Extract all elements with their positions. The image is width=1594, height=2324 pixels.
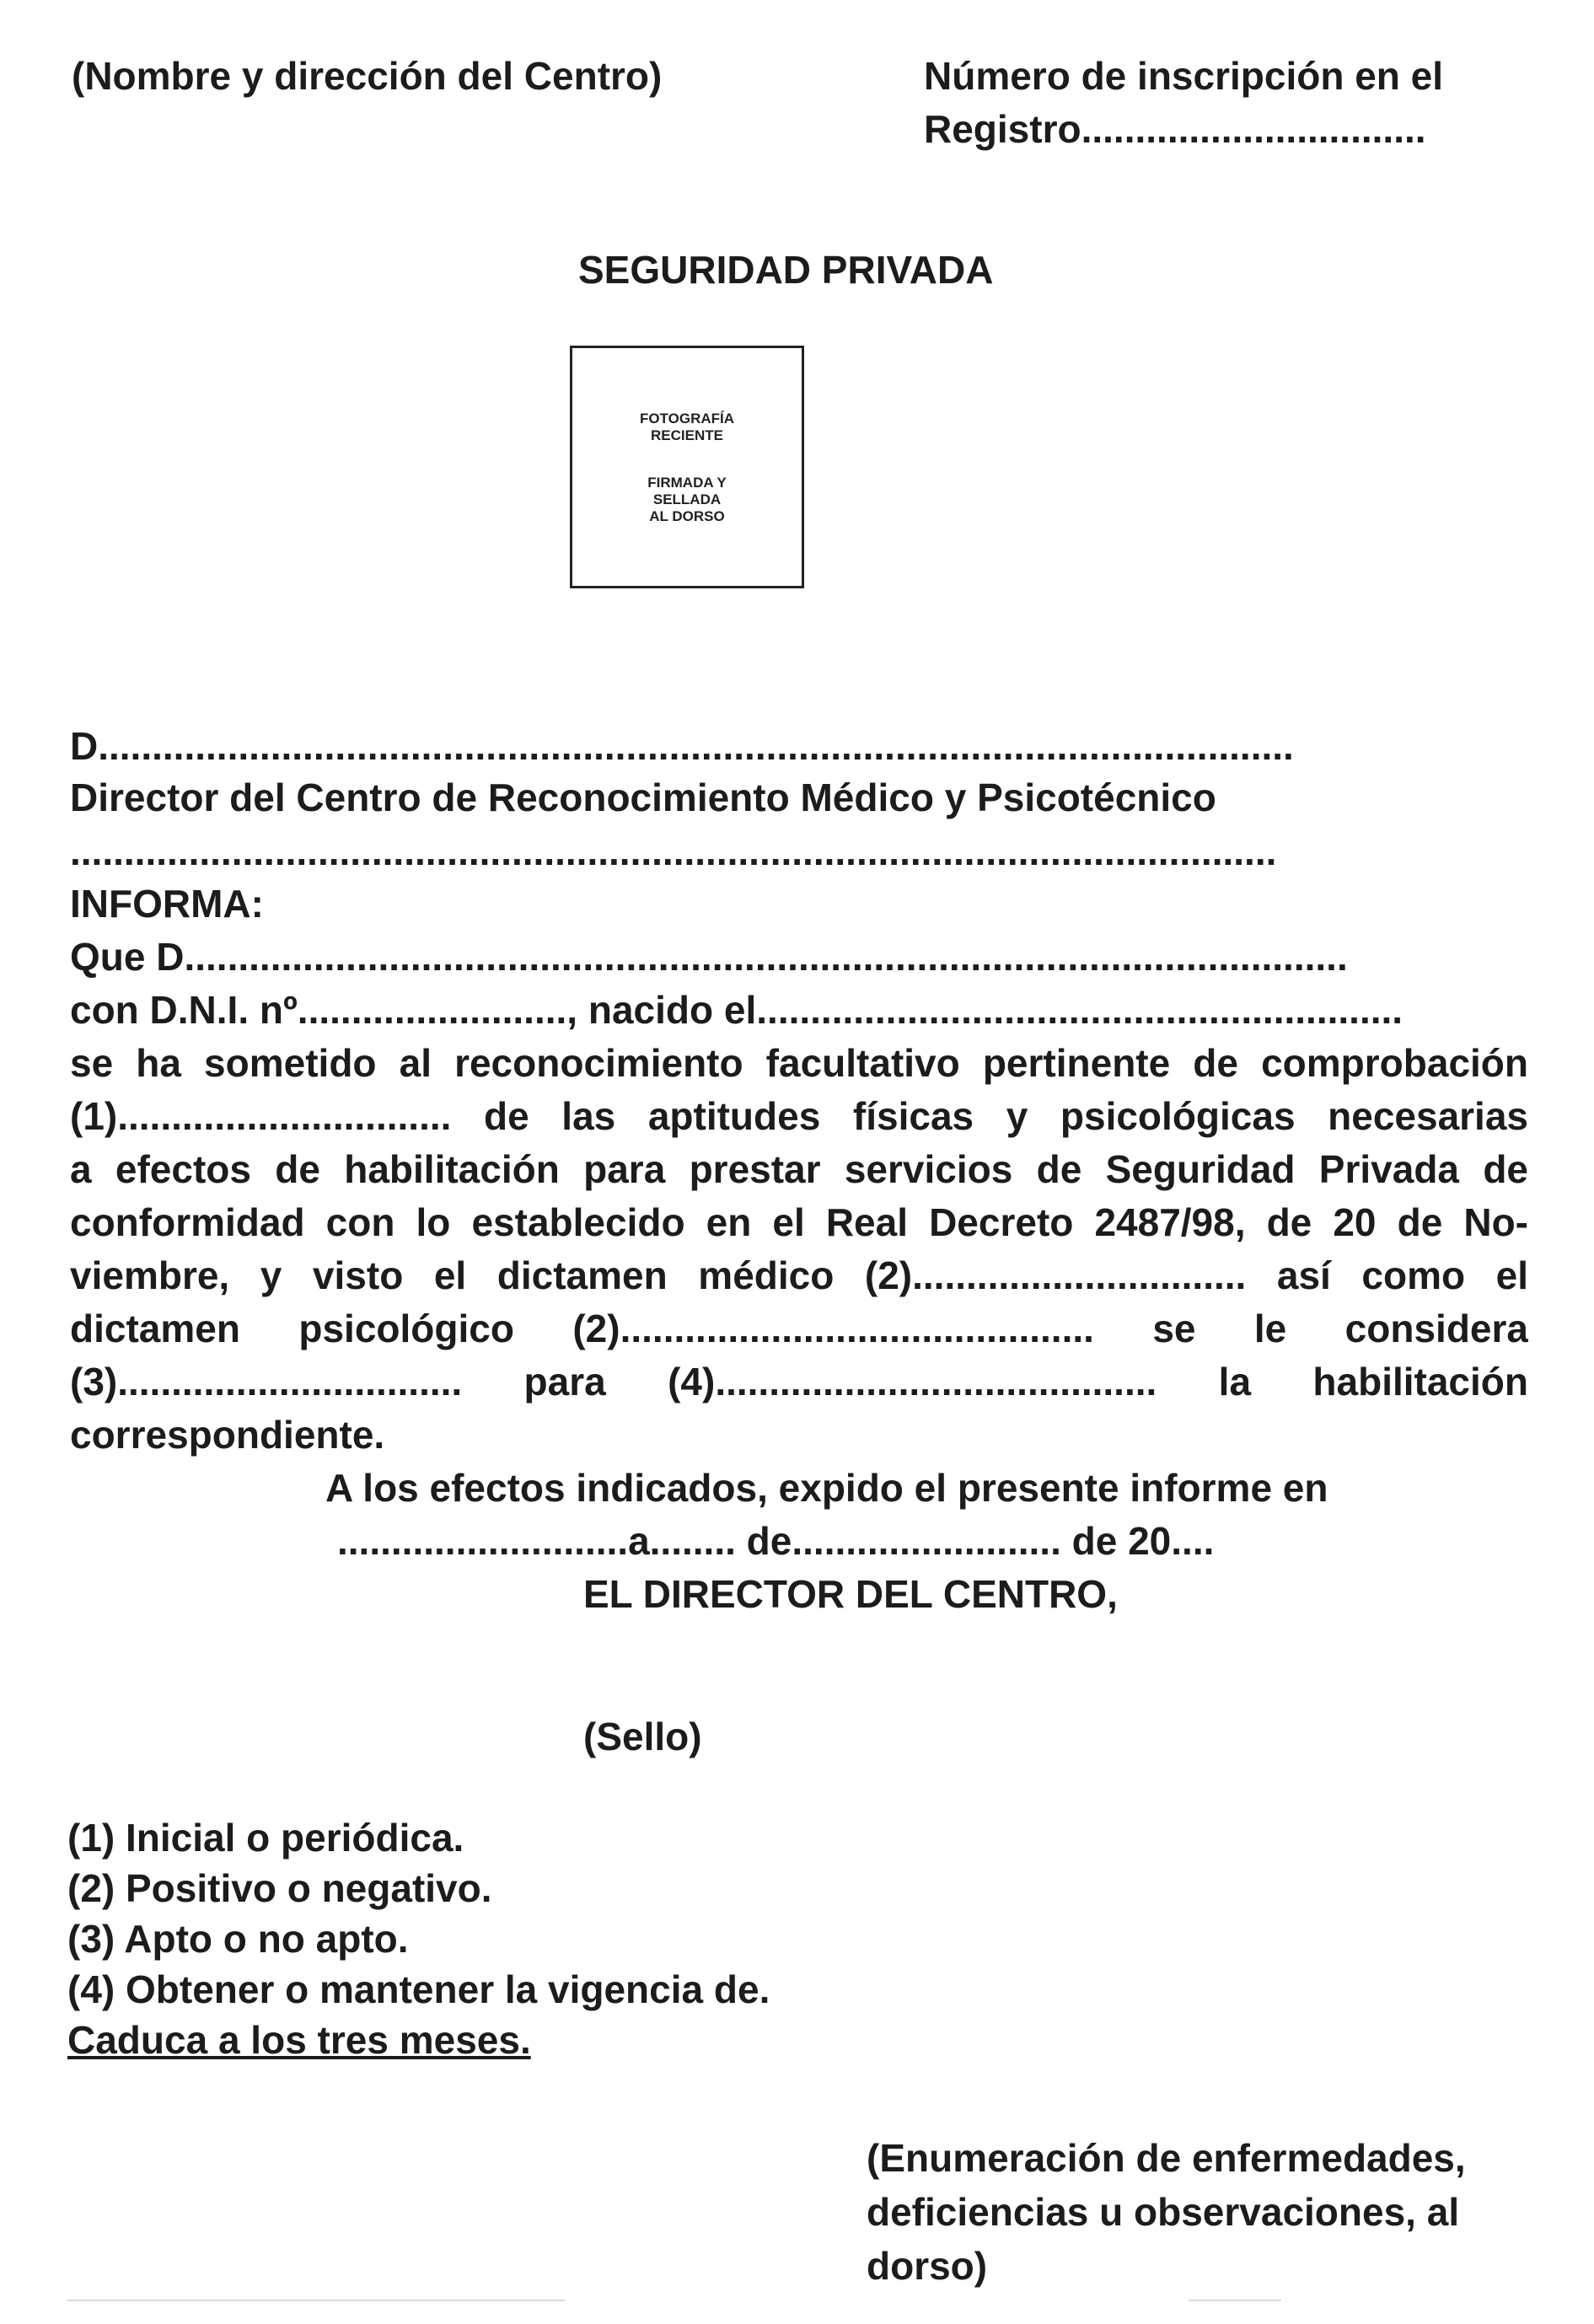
informa-heading: INFORMA: xyxy=(70,882,264,926)
body-text-line-3: a efectos de habilitación para prestar servicios de Seguridad Privada de xyxy=(70,1147,1528,1191)
center-name-label: (Nombre y dirección del Centro) xyxy=(72,54,663,98)
body-text-line-8: correspondiente. xyxy=(70,1413,385,1457)
registry-number-label: Número de inscripción en el xyxy=(924,54,1444,98)
body-text-line-1: se ha sometido al reconocimiento facultativo pertinente de comprobación xyxy=(70,1041,1528,1085)
photo-text-line1: FOTOGRAFÍA xyxy=(639,411,735,427)
issuance-statement: A los efectos indicados, expido el presente informe en xyxy=(325,1466,1328,1510)
body-text-line-7: (3)................................ para (4)......................................... la habilitación xyxy=(70,1360,1528,1404)
photo-text-line4: SELLADA xyxy=(652,491,722,507)
director-name-field[interactable]: D............................................................................................................... xyxy=(70,724,1294,768)
photo-text-line5: AL DORSO xyxy=(649,508,725,524)
photo-text-line2: RECIENTE xyxy=(651,427,723,443)
footnote-3: (3) Apto o no apto. xyxy=(67,1917,409,1961)
body-text-line-4: conformidad con lo establecido en el Real Decreto 2487/98, de 20 de No- xyxy=(70,1200,1528,1244)
body-text-line-5: viembre, y visto el dictamen médico (2)............................... así como el xyxy=(70,1253,1528,1297)
body-text-line-6: dictamen psicológico (2)............................................ se le considera xyxy=(70,1307,1528,1350)
footnote-4: (4) Obtener o mantener la vigencia de. xyxy=(67,1967,770,2011)
page-title: SEGURIDAD PRIVADA xyxy=(578,248,994,292)
registry-number-field[interactable]: Registro................................ xyxy=(924,107,1426,151)
footnote-2: (2) Positivo o negativo. xyxy=(67,1866,492,1910)
date-place-field[interactable]: ...........................a........ de......................... de 20.... xyxy=(337,1519,1215,1563)
back-note-line3: dorso) xyxy=(867,2244,988,2288)
body-text-line-2: (1)............................... de las aptitudes físicas y psicológicas necesarias xyxy=(70,1094,1528,1138)
bottom-scan-line-right xyxy=(1189,2300,1281,2301)
expiry-note: Caduca a los tres meses. xyxy=(67,2018,531,2062)
dni-birth-field[interactable]: con D.N.I. nº........................., nacido el............................................................ xyxy=(70,988,1403,1032)
photo-placeholder-box xyxy=(570,346,804,588)
center-dotted-field[interactable]: ................................................................................................................ xyxy=(70,829,1277,873)
applicant-name-field[interactable]: Que D............................................................................................................ xyxy=(70,935,1348,979)
bottom-scan-line-left xyxy=(67,2300,565,2301)
footnote-1: (1) Inicial o periódica. xyxy=(67,1816,464,1860)
photo-text-line3: FIRMADA Y xyxy=(647,475,727,491)
director-title-line: Director del Centro de Reconocimiento Médico y Psicotécnico xyxy=(70,776,1216,819)
stamp-placeholder: (Sello) xyxy=(583,1715,702,1758)
director-signature-label: EL DIRECTOR DEL CENTRO, xyxy=(583,1572,1118,1616)
back-note-line2: deficiencias u observaciones, al xyxy=(867,2190,1460,2234)
back-note-line1: (Enumeración de enfermedades, xyxy=(867,2136,1466,2180)
